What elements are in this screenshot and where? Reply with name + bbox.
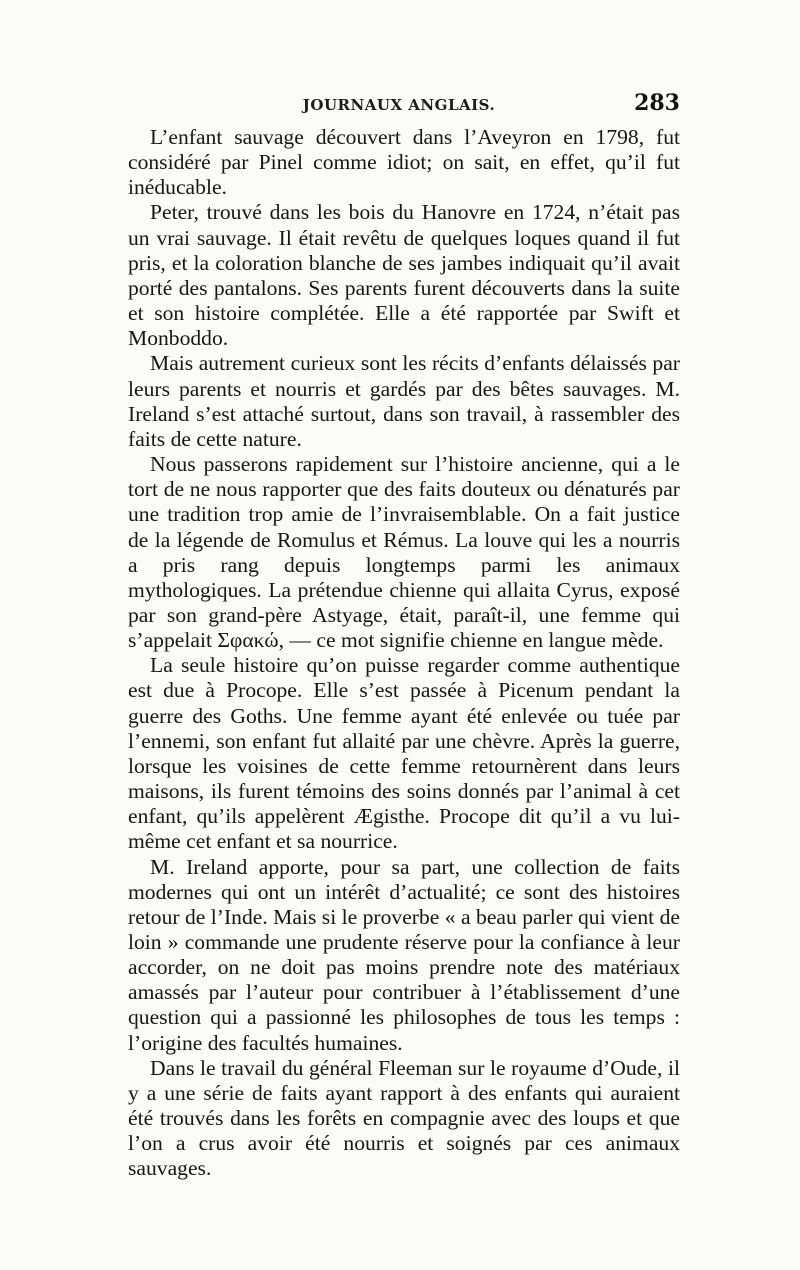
paragraph-oude: Dans le travail du général Fleeman sur le royaume d’Oude, il y a une série de faits ayant rapport à des enfants qui auraient été trouvés dans les forêts en compagnie avec des loups et que l’on a crus avoir été nourris et soignés par ces animaux sauvages. (128, 1055, 680, 1181)
paragraph-procope: La seule histoire qu’on puisse regarder comme authentique est due à Procope. Elle s’est passée à Picenum pendant la guerre des Goths. Une femme ayant été enlevée ou tuée par l’ennemi, son enfant fut allaité par une chèvre. Après la guerre, lorsque les voisines de cette femme retournèrent dans leurs maisons, ils furent témoins des soins donnés par l’animal à cet enfant, qu’ils appelèrent Ægisthe. Procope dit qu’il a vu lui-même cet enfant et sa nourrice. (128, 653, 680, 854)
paragraph-modern-facts: M. Ireland apporte, pour sa part, une collection de faits modernes qui ont un intérêt d’actualité; ce sont des histoires retour de l’Inde. Mais si le proverbe « a beau parler qui vient de loin » commande une prudente réserve pour la confiance à leur accorder, on ne doit pas moins prendre note des matériaux amassés par l’auteur pour contribuer à l’établissement d’une question qui a passionné les philosophes de tous les temps : l’origine des facultés humaines. (128, 854, 680, 1055)
page-header (118, 90, 680, 130)
paragraph-peter: Peter, trouvé dans les bois du Hanovre en 1724, n’était pas un vrai sauvage. Il était revêtu de quelques loques quand il fut pris, et la coloration blanche de ses jambes indiquait qu’il avait porté des pantalons. Ses parents furent découverts dans la suite et son histoire complétée. Elle a été rapportée par Swift et Monboddo. (128, 200, 680, 351)
paragraph-aveyron: L’enfant sauvage découvert dans l’Aveyron en 1798, fut considéré par Pinel comme idiot; on sait, en effet, qu’il fut inéducable. (128, 125, 680, 200)
page-number: 283 (634, 90, 680, 116)
paragraph-ancient-history: Nous passerons rapidement sur l’histoire ancienne, qui a le tort de ne nous rapporter que des faits douteux ou dénaturés par une tradition trop amie de l’invraisemblable. On a fait justice de la légende de Romulus et Rémus. La louve qui les a nourris a pris rang depuis longtemps parmi les animaux mythologiques. La prétendue chienne qui allaita Cyrus, exposé par son grand-père Astyage, était, paraît-il, une femme qui s’appelait Σφακώ, — ce mot signifie chienne en langue mède. (128, 452, 680, 653)
body-text (128, 125, 680, 1182)
paragraph-feral-children: Mais autrement curieux sont les récits d’enfants délaissés par leurs parents et nourris et gardés par des bêtes sauvages. M. Ireland s’est attaché surtout, dans son travail, à rassembler des faits de cette nature. (128, 351, 680, 451)
running-title: JOURNAUX ANGLAIS. (302, 96, 496, 114)
